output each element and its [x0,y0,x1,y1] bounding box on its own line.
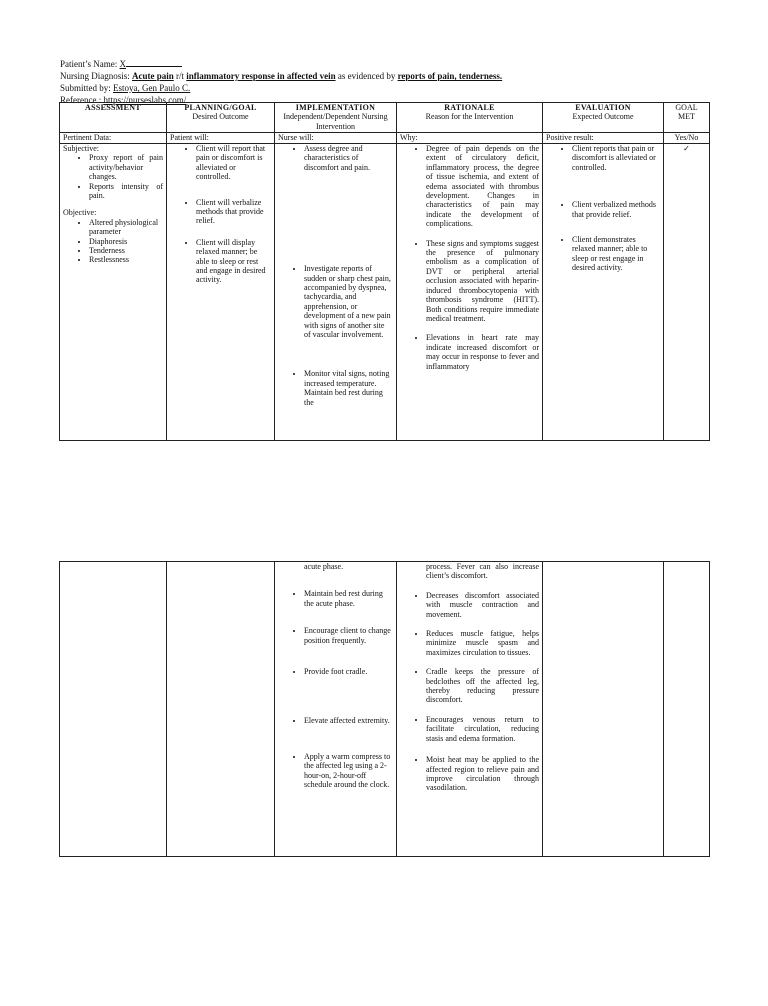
pertinent-data-label: Pertinent Data: [60,133,167,144]
col-goal-met-header [664,103,710,133]
diagnosis-main: Acute pain [132,71,174,81]
care-plan-table-page1 [59,102,710,441]
col-title: IMPLEMENTATION [295,103,376,112]
list-item: • Proxy report of pain activity/behavior changes. [89,153,163,181]
col-implementation-header [275,103,397,133]
diagnosis-cause: inflammatory response in affected vein [186,71,336,81]
diagnosis-label: Nursing Diagnosis: [60,71,130,81]
implementation-continued-text: acute phase. [304,562,344,571]
patient-name-label: Patient’s Name: [60,59,118,69]
rationale-cell-continued [397,562,543,857]
assessment-cell [60,144,167,441]
planning-list [170,144,271,285]
col-subtitle: Desired Outcome [192,112,249,122]
list-item: • Moist heat may be applied to the affected region to relieve pain and improve circulation through vasodilation. [426,755,539,793]
evaluation-cell [543,144,664,441]
list-item: • Diaphoresis [89,237,163,246]
col-title: ASSESSMENT [85,103,141,112]
list-item: • Encourage client to change position frequently. [304,626,393,645]
positive-result-label: Positive result: [543,133,664,144]
implementation-cell [275,144,397,441]
objective-list [63,218,163,265]
list-item: • Elevations in heart rate may indicate increased discomfort or may occur in response to fever and inflammatory [426,333,539,371]
reference-link[interactable]: https://nurseslabs.com/ [103,95,187,105]
rationale-list [400,144,539,371]
evaluation-list [546,144,660,273]
col-title: EVALUATION [575,103,631,112]
col-subtitle: Independent/Dependent Nursing Intervention [283,112,388,131]
patient-will-label: Patient will: [167,133,275,144]
list-item: • Client will report that pain or discomfort is alleviated or controlled. [196,144,271,182]
care-plan-table-page2 [59,561,710,857]
col-title: RATIONALE [444,103,495,112]
implementation-cell-continued [275,562,397,857]
implementation-list [278,144,393,407]
list-item: • These signs and symptoms suggest the presence of pulmonary embolism as a complication of DVT or peripheral arterial occlusion associated with heparin-induced thrombocytopenia with thrombosis syndrome (HITT). Both conditions require immediate medical treatment. [426,239,539,324]
patient-name-value: X [119,59,126,69]
list-item: • Monitor vital signs, noting increased temperature. Maintain bed rest during the [304,369,393,407]
list-item: • Degree of pain depends on the extent of circulatory deficit, inflammatory process, the degree of tissue ischemia, and extent of edema associated with thrombus development. Changes in characteristics of pain may indicate the development of complications. [426,144,539,229]
list-item: • Altered physiological parameter [89,218,163,237]
list-item: • Cradle keeps the pressure of bedclothes off the affected leg, thereby reducing pressure discomfort. [426,667,539,705]
goal-met-cell [664,144,710,441]
rationale-list-continued [400,591,539,793]
col-subtitle: Reason for the Intervention [425,112,514,122]
list-item: • Client verbalized methods that provide relief. [572,200,660,219]
list-item: • Maintain bed rest during the acute phase. [304,589,393,608]
reference-label: Reference : [60,95,102,105]
patient-name-blank [126,58,182,67]
subheader-row [60,133,710,144]
why-label: Why: [397,133,543,144]
col-title: GOAL MET [675,103,698,122]
subjective-list [63,153,163,200]
diagnosis-evidence: reports of pain, tenderness. [397,71,503,81]
check-mark-icon: ✓ [683,144,690,153]
submitted-label: Submitted by: [60,83,111,93]
document-header [60,58,502,106]
evaluation-cell-continued [543,562,664,857]
list-item: • Client will display relaxed manner; be able to sleep or rest and engage in desired activity. [196,238,271,285]
list-item: • Reports intensity of pain. [89,182,163,201]
col-assessment-header [60,103,167,133]
list-item: • Provide foot cradle. [304,667,393,676]
implementation-list-continued [278,589,393,789]
list-item: • Reduces muscle fatigue, helps minimize muscle spasm and maximizes circulation to tissues. [426,629,539,657]
submitted-by-line [60,82,502,94]
subjective-label: Subjective: [63,144,99,153]
assessment-cell-continued [60,562,167,857]
goal-met-cell-continued [664,562,710,857]
list-item: • Elevate affected extremity. [304,716,393,725]
col-planning-header [167,103,275,133]
list-item: • Investigate reports of sudden or sharp chest pain, accompanied by dyspnea, tachycardia, and apprehension, or development of a new pain with signs of another site of vascular involvement. [304,264,393,339]
list-item: • Encourages venous return to facilitate circulation, reducing stasis and edema formation. [426,715,539,743]
list-item: • Tenderness [89,246,163,255]
submitted-value: Estoya, Gen Paulo C. [113,83,191,93]
content-row-continued [60,562,710,857]
nurse-will-label: Nurse will: [275,133,397,144]
rationale-cell [397,144,543,441]
list-item: • Restlessness [89,255,163,264]
list-item: • Client demonstrates relaxed manner; able to sleep or rest engage in desired activity. [572,235,660,273]
list-item: • Apply a warm compress to the affected leg using a 2-hour-on, 2-hour-off schedule around the clock. [304,752,393,790]
diagnosis-rt: r/t [173,71,187,81]
yes-no-label: Yes/No [664,133,710,144]
planning-cell-continued [167,562,275,857]
col-title: PLANNING/GOAL [184,103,257,112]
content-row [60,144,710,441]
list-item: • Assess degree and characteristics of discomfort and pain. [304,144,393,172]
rationale-continued-text: process. Fever can also increase client’s discomfort. [426,562,539,581]
col-subtitle: Expected Outcome [572,112,634,122]
nursing-diagnosis-line [60,70,502,82]
list-item: • Client reports that pain or discomfort is alleviated or controlled. [572,144,660,172]
patient-name-line [60,58,502,70]
list-item: • Decreases discomfort associated with muscle contraction and movement. [426,591,539,619]
header-row [60,103,710,133]
objective-label: Objective: [63,208,97,218]
col-rationale-header [397,103,543,133]
list-item: • Client will verbalize methods that provide relief. [196,198,271,226]
diagnosis-aeb: as evidenced by [335,71,398,81]
col-evaluation-header [543,103,664,133]
planning-cell [167,144,275,441]
